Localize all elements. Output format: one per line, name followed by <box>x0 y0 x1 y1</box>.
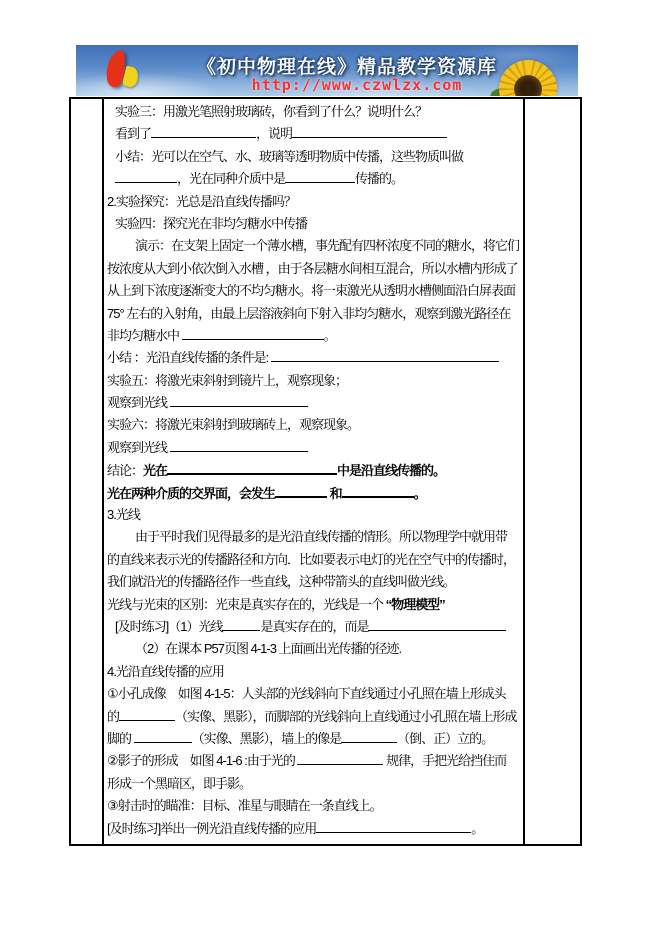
doc-text: 观察到光线 <box>107 395 170 411</box>
doc-line <box>107 280 520 302</box>
doc-text: 是真实存在的，而是 <box>260 618 369 634</box>
doc-text: 传播的。 <box>355 171 404 187</box>
fill-in-blank <box>341 728 397 743</box>
doc-line <box>107 347 520 369</box>
doc-text: 小结 ：光沿直线传播的条件是: <box>107 350 271 366</box>
fill-in-blank <box>119 706 175 721</box>
doc-line <box>107 594 520 616</box>
doc-line <box>107 146 520 168</box>
site-banner <box>76 45 578 96</box>
fill-in-blank <box>182 325 324 340</box>
doc-text: “物理模型” <box>385 596 445 612</box>
fill-in-blank <box>368 616 506 631</box>
fill-in-blank <box>134 728 192 743</box>
doc-line <box>107 683 520 705</box>
doc-text: 实验三：用激光笔照射玻璃砖，你看到了什么？说明什么？ <box>115 104 428 119</box>
doc-text: ，光在同种介质中是 <box>177 171 286 187</box>
doc-line <box>107 549 520 571</box>
fill-in-blank <box>170 392 308 407</box>
fill-in-blank <box>151 123 256 138</box>
table-right-margin-column <box>523 99 580 844</box>
doc-text: 形成一个黑暗区，即手影。 <box>107 775 252 791</box>
doc-text: （倒、正）立的。 <box>397 730 494 746</box>
doc-line <box>107 728 520 750</box>
doc-text: 由于平时我们见得最多的是光沿直线传播的情形。所以物理学中就用带 <box>135 529 508 545</box>
banner-url-link[interactable]: http://www.czwlzx.com <box>251 76 463 94</box>
doc-line <box>107 414 520 436</box>
doc-text: 规律，手把光给挡住而 <box>383 753 507 769</box>
doc-line <box>107 526 520 548</box>
doc-line <box>107 191 520 213</box>
fill-in-blank <box>170 437 308 452</box>
doc-line <box>107 504 520 526</box>
table-left-margin-column <box>71 99 104 844</box>
doc-text: 结论： <box>107 463 144 479</box>
fill-in-blank <box>285 168 355 183</box>
doc-line <box>107 818 520 840</box>
doc-line <box>107 392 520 414</box>
doc-lines <box>107 101 520 840</box>
doc-text: ②影子的形成 如图 4-1-6 :由于光的 <box>107 753 298 769</box>
doc-line <box>107 235 520 257</box>
doc-line <box>107 459 520 481</box>
banner-title: 《初中物理在线》精品教学资源库 <box>196 57 497 78</box>
doc-text: 光在两种介质的交界面，会发生 <box>107 485 276 501</box>
doc-text: [及时练习]（1）光线 <box>115 618 223 634</box>
doc-text: 观察到光线 <box>107 439 170 455</box>
doc-text: （实像、黑影），而脚部的光线斜向上直线通过小孔照在墙上形成 <box>175 708 517 724</box>
doc-text: 4.光沿直线传播的应用 <box>107 663 224 679</box>
doc-text: 75° 左右的入射角，由最上层溶液斜向下射入非均匀糖水，观察到激光路径在 <box>107 305 511 321</box>
doc-text: 光线与光束的区别：光束是真实存在的，光线是一个 <box>107 596 386 612</box>
doc-text: ，说明 <box>256 126 293 142</box>
fill-in-blank <box>342 482 414 498</box>
doc-line <box>107 706 520 728</box>
worksheet-table <box>69 97 582 846</box>
doc-line <box>107 123 520 145</box>
doc-line <box>107 750 520 772</box>
doc-text: 脚的 <box>107 730 134 746</box>
doc-text: 看到了 <box>115 126 152 142</box>
doc-text: 。 <box>413 485 426 501</box>
fill-in-blank <box>271 347 499 362</box>
doc-text: 小结：光可以在空气、水、玻璃等透明物质中传播，这些物质叫做 <box>115 148 464 164</box>
doc-line <box>107 258 520 280</box>
doc-text: 2.实验探究：光总是沿直线传播吗？ <box>107 193 296 209</box>
doc-line <box>107 325 520 347</box>
doc-line <box>107 571 520 593</box>
doc-line <box>107 661 520 683</box>
doc-text: 我们就沿光的传播路径作一些直线，这种带箭头的直线叫做光线。 <box>107 574 456 590</box>
fill-in-blank <box>222 616 260 631</box>
doc-text: 和 <box>327 485 342 501</box>
doc-text: ③射击时的瞄准：目标、准星与眼睛在一条直线上。 <box>107 798 382 814</box>
doc-text: 。 <box>471 820 484 836</box>
doc-text: 实验六：将激光束斜射到玻璃砖上，观察现象。 <box>107 417 360 433</box>
doc-line <box>107 795 520 817</box>
doc-line <box>107 168 520 190</box>
fill-in-blank <box>115 168 177 183</box>
doc-line <box>107 213 520 235</box>
doc-text: 中是沿直线传播的。 <box>337 463 446 479</box>
doc-line <box>107 616 520 638</box>
doc-text: 按浓度从大到小依次倒入水槽 ，由于各层糖水间相互混合，所以水槽内形成了 <box>107 260 518 276</box>
doc-text: 从上到下浓度逐渐变大的不均匀糖水。将一束激光从透明水槽侧面沿白屏表面 <box>107 283 516 299</box>
worksheet-content <box>104 99 523 844</box>
doc-text: 3.光线 <box>107 507 140 523</box>
doc-text: ①小孔成像 如图 4-1-5：人头部的光线斜向下直线通过小孔照在墙上形成头 <box>107 686 506 702</box>
doc-text: 的直线来表示光的传播路径和方向．比如要表示电灯的光在空气中的传播时， <box>107 551 516 567</box>
doc-text: 的 <box>107 708 120 724</box>
fill-in-blank <box>275 482 327 498</box>
fill-in-blank <box>292 123 447 138</box>
doc-line <box>107 370 520 392</box>
doc-line <box>107 101 520 123</box>
doc-text: 实验四：探究光在非均匀糖水中传播 <box>115 215 308 231</box>
sunflower-center-icon <box>514 75 542 96</box>
doc-text: 光在 <box>143 463 168 479</box>
doc-line <box>107 638 520 660</box>
doc-line <box>107 437 520 459</box>
fill-in-blank <box>167 459 337 475</box>
fill-in-blank <box>297 750 383 765</box>
doc-line <box>107 773 520 795</box>
doc-text: （实像、黑影），墙上的像是 <box>191 730 342 746</box>
doc-text: 非均匀糖水中 <box>107 327 182 343</box>
doc-text: [及时练习]举出一例光沿直线传播的应用 <box>107 820 317 836</box>
fill-in-blank <box>316 818 471 833</box>
doc-line <box>107 482 520 504</box>
doc-text: 实验五：将激光束斜射到镜片上，观察现象； <box>107 372 348 388</box>
doc-line <box>107 303 520 325</box>
doc-text: （2）在课本 P57页图 4-1-3 上面画出光传播的径迹. <box>135 641 402 657</box>
doc-text: 演示：在支架上固定一个薄水槽，事先配有四杯浓度不同的糖水，将它们 <box>135 238 520 254</box>
doc-text: 。 <box>323 327 336 343</box>
